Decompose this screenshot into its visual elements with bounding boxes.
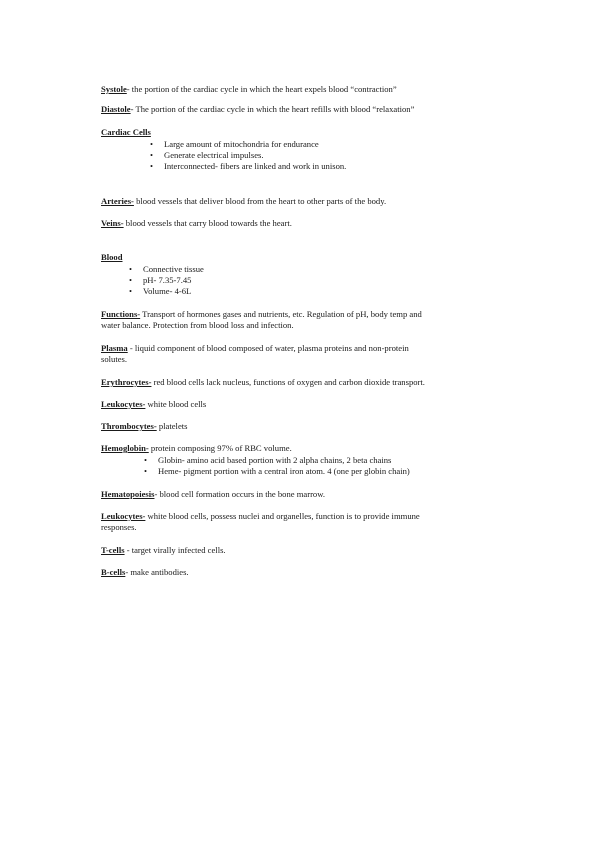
definition: - The portion of the cardiac cycle in which the heart refills with blood “relaxation” — [130, 104, 415, 114]
heading-blood — [101, 252, 123, 262]
term: Leukocytes- — [101, 511, 146, 521]
entry-hemoglobin — [101, 443, 292, 453]
bullet-icon: • — [150, 139, 154, 149]
term: Cardiac Cells — [101, 127, 151, 137]
bullet-icon: • — [150, 161, 154, 171]
bullet-icon: • — [129, 264, 133, 274]
definition: blood vessels that carry blood towards the heart. — [123, 218, 292, 228]
definition: protein composing 97% of RBC volume. — [148, 443, 292, 453]
entry-leukocytes-continued: responses. — [101, 522, 137, 532]
bullet-icon: • — [144, 466, 148, 476]
bullet-item: • Heme- pigment portion with a central iron atom. 4 (one per globin chain) — [144, 466, 410, 476]
entry-veins — [101, 218, 292, 228]
entry-plasma — [101, 343, 409, 353]
definition: - blood cell formation occurs in the bone marrow. — [154, 489, 326, 499]
bullet-icon: • — [144, 455, 148, 465]
term: B-cells — [101, 567, 126, 577]
entry-functions — [101, 309, 422, 319]
bullet-item: • Volume- 4-6L — [129, 286, 192, 296]
definition: - make antibodies. — [125, 567, 189, 577]
entry-thrombocytes — [101, 421, 188, 431]
bullet-item: • Large amount of mitochondria for endurance — [150, 139, 319, 149]
term: T-cells — [101, 545, 125, 555]
bullet-item: • Interconnected- fibers are linked and work in unison. — [150, 161, 347, 171]
bullet-item: • Globin- amino acid based portion with 2 alpha chains, 2 beta chains — [144, 455, 392, 465]
entry-diastole — [101, 104, 414, 114]
entry-leukocytes — [101, 399, 206, 409]
term: Erythrocytes- — [101, 377, 152, 387]
definition: blood vessels that deliver blood from the heart to other parts of the body. — [133, 196, 387, 206]
term: Functions- — [101, 309, 141, 319]
heading-cardiac-cells — [101, 127, 151, 137]
bullet-item: • Generate electrical impulses. — [150, 150, 264, 160]
entry-hematopoiesis — [101, 489, 325, 499]
definition: white blood cells, possess nuclei and organelles, function is to provide immune — [145, 511, 420, 521]
entry-plasma-continued: solutes. — [101, 354, 128, 364]
term: Blood — [101, 252, 123, 262]
definition: - the portion of the cardiac cycle in which the heart expels blood “contraction” — [126, 84, 397, 94]
term: Arteries- — [101, 196, 134, 206]
bullet-item: • pH- 7.35-7.45 — [129, 275, 192, 285]
bullet-icon: • — [150, 150, 154, 160]
entry-functions-continued: water balance. Protection from blood loss and infection. — [101, 320, 294, 330]
term: Hematopoiesis — [101, 489, 155, 499]
bullet-icon: • — [129, 286, 133, 296]
definition: Transport of hormones gases and nutrients, etc. Regulation of pH, body temp and — [140, 309, 422, 319]
definition: platelets — [156, 421, 188, 431]
entry-b-cells — [101, 567, 189, 577]
entry-leukocytes-detail — [101, 511, 420, 521]
entry-arteries — [101, 196, 386, 206]
entry-systole — [101, 84, 397, 94]
entry-erythrocytes — [101, 377, 425, 387]
definition: white blood cells — [145, 399, 207, 409]
term: Diastole — [101, 104, 131, 114]
term: Veins- — [101, 218, 124, 228]
entry-t-cells — [101, 545, 226, 555]
bullet-icon: • — [129, 275, 133, 285]
term: Hemoglobin- — [101, 443, 149, 453]
term: Plasma — [101, 343, 128, 353]
term: Systole — [101, 84, 127, 94]
term: Thrombocytes- — [101, 421, 157, 431]
term: Leukocytes- — [101, 399, 146, 409]
definition: red blood cells lack nucleus, functions of oxygen and carbon dioxide transport. — [151, 377, 425, 387]
definition: - liquid component of blood composed of water, plasma proteins and non-protein — [127, 343, 409, 353]
bullet-item: • Connective tissue — [129, 264, 204, 274]
definition: - target virally infected cells. — [124, 545, 226, 555]
